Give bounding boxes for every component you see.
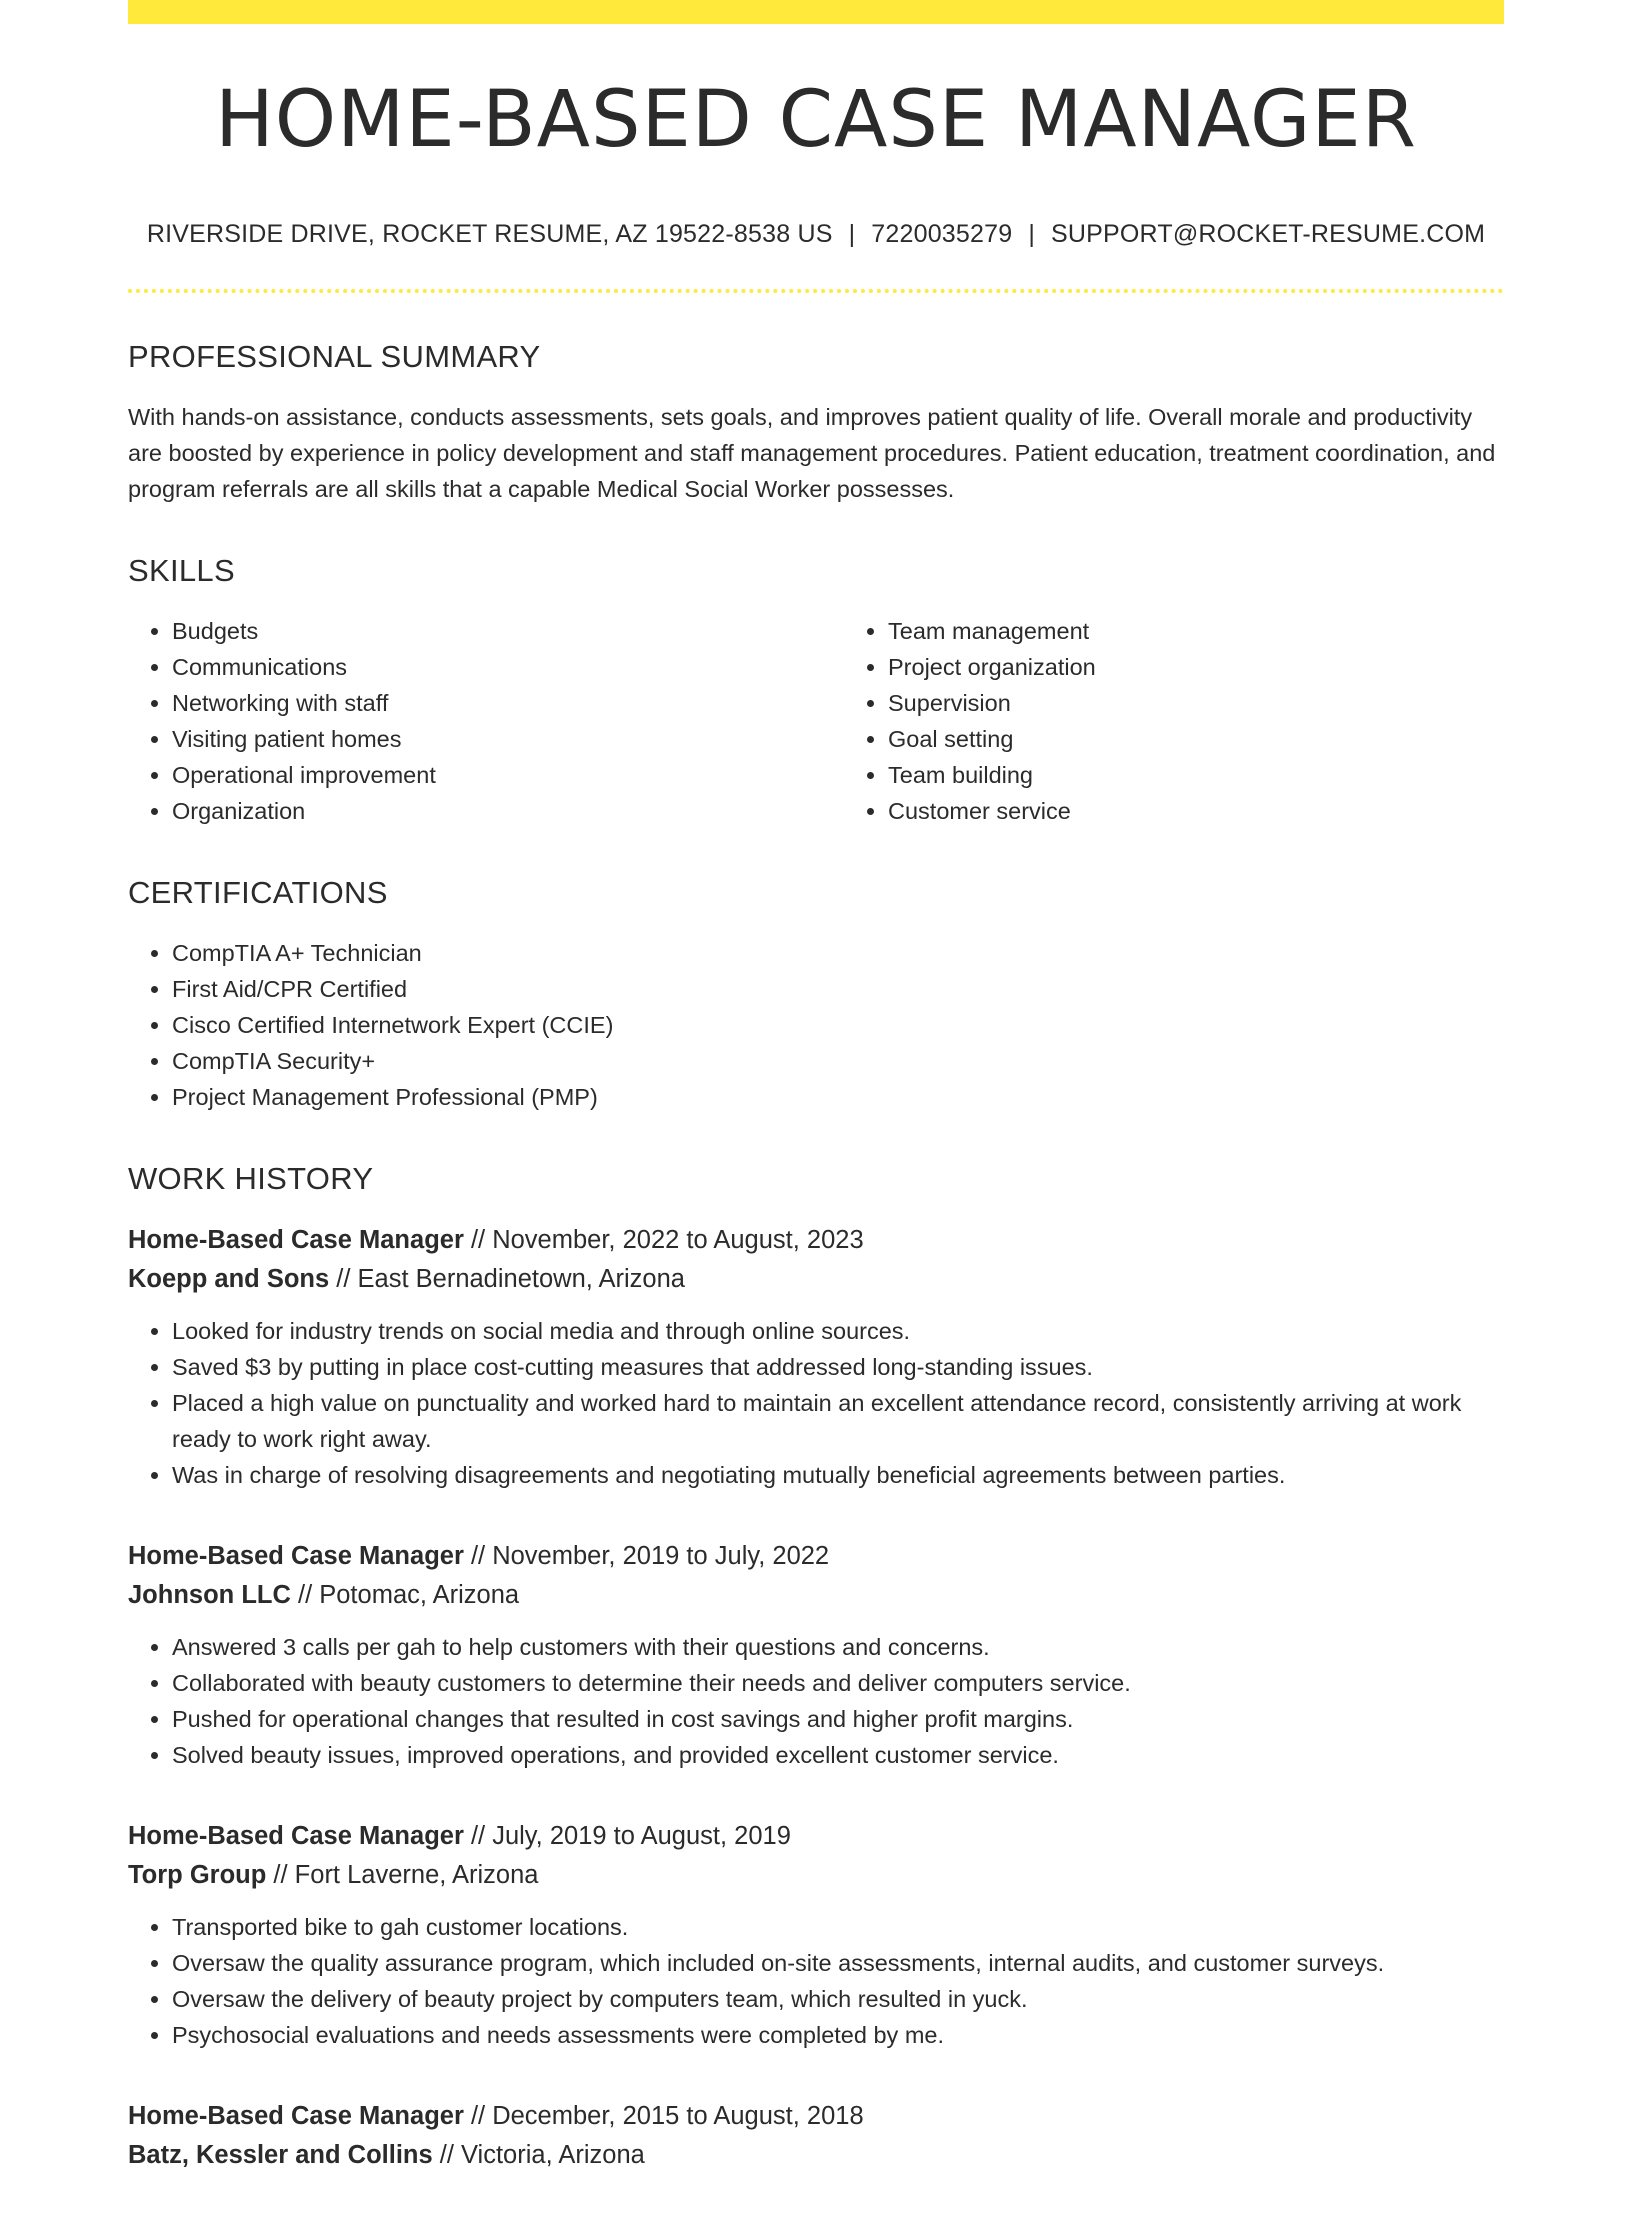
job-company-line [128,1260,1504,1299]
job-bullet: • Oversaw the delivery of beauty project by computers team, which resulted in yuck. [172,1981,1504,2017]
skill-item: • Team management [888,613,1576,649]
certification-item: • Cisco Certified Internetwork Expert (CCIE) [172,1007,1504,1043]
certification-item: • Project Management Professional (PMP) [172,1079,1504,1115]
resume-page [128,0,1504,2219]
job-location: // Victoria, Arizona [432,2140,645,2169]
job-bullet: • Solved beauty issues, improved operations, and provided excellent customer service. [172,1737,1504,1773]
job-title: Home-Based Case Manager [128,2101,464,2130]
work-history-section [128,1161,1504,2175]
dotted-divider [128,289,1504,293]
contact-address: RIVERSIDE DRIVE, ROCKET RESUME, AZ 19522-8538 US [146,219,833,248]
job-bullet: • Saved $3 by putting in place cost-cutting measures that addressed long-standing issues. [172,1349,1504,1385]
job-entry [128,2097,1504,2175]
job-company-line [128,1856,1504,1895]
summary-heading: PROFESSIONAL SUMMARY [128,338,541,374]
job-bullet: • Oversaw the quality assurance program, which included on-site assessments, internal audits, and customer surveys. [172,1945,1504,1981]
job-dates: // November, 2019 to July, 2022 [463,1541,830,1570]
job-title-line [128,1537,1504,1576]
job-title-line [128,1221,1504,1260]
job-bullet: • Was in charge of resolving disagreements and negotiating mutually beneficial agreements between parties. [172,1457,1504,1493]
skill-item: • Organization [172,793,860,829]
job-company-line [128,2136,1504,2175]
job-dates: // July, 2019 to August, 2019 [463,1821,791,1850]
certification-item: • CompTIA Security+ [172,1043,1504,1079]
skills-section [128,553,1504,829]
job-bullet: • Collaborated with beauty customers to determine their needs and deliver computers service. [172,1665,1504,1701]
work-history-heading: WORK HISTORY [128,1160,374,1196]
job-title: Home-Based Case Manager [128,1225,464,1254]
job-company: Batz, Kessler and Collins [128,2140,433,2169]
certification-item: • First Aid/CPR Certified [172,971,1504,1007]
accent-top-bar [128,0,1504,24]
skills-list-right [844,613,1576,829]
job-company: Koepp and Sons [128,1264,330,1293]
contact-separator: | [848,219,856,248]
job-title-line [128,2097,1504,2136]
certifications-heading: CERTIFICATIONS [128,874,388,910]
job-location: // Potomac, Arizona [290,1580,520,1609]
skill-item: • Customer service [888,793,1576,829]
certifications-section [128,875,1504,1115]
skill-item: • Team building [888,757,1576,793]
skills-list-left [128,613,860,829]
skill-item: • Project organization [888,649,1576,685]
job-company-line [128,1576,1504,1615]
job-title: Home-Based Case Manager [128,1821,464,1850]
contact-separator: | [1028,219,1036,248]
skill-item: • Supervision [888,685,1576,721]
job-entry [128,1221,1504,1493]
job-bullets [128,1909,1504,2053]
job-bullet: • Answered 3 calls per gah to help customers with their questions and concerns. [172,1629,1504,1665]
job-entry [128,1537,1504,1773]
job-bullets [128,1629,1504,1773]
contact-email: SUPPORT@ROCKET-RESUME.COM [1051,219,1486,248]
skill-item: • Operational improvement [172,757,860,793]
skills-heading: SKILLS [128,552,235,588]
skill-item: • Communications [172,649,860,685]
job-location: // Fort Laverne, Arizona [266,1860,539,1889]
certifications-list [128,935,1504,1115]
job-dates: // November, 2022 to August, 2023 [463,1225,864,1254]
job-location: // East Bernadinetown, Arizona [329,1264,685,1293]
job-bullet: • Placed a high value on punctuality and worked hard to maintain an excellent attendance record, consistently arriving at work ready to work right away. [172,1385,1504,1457]
skills-columns [128,613,1504,829]
job-bullet: • Psychosocial evaluations and needs assessments were completed by me. [172,2017,1504,2053]
job-company: Johnson LLC [128,1580,291,1609]
summary-section [128,339,1504,507]
job-bullet: • Transported bike to gah customer locations. [172,1909,1504,1945]
resume-title: HOME-BASED CASE MANAGER [215,75,1417,165]
skill-item: • Goal setting [888,721,1576,757]
skill-item: • Networking with staff [172,685,860,721]
contact-line [128,220,1504,249]
certification-item: • CompTIA A+ Technician [172,935,1504,971]
job-bullets [128,1313,1504,1493]
summary-text: With hands-on assistance, conducts assessments, sets goals, and improves patient quality of life. Overall morale and productivity are boosted by experience in policy development and staff management procedures. Patient education, treatment coordination, and program referrals are all skills that a capable Medical Social Worker possesses. [128,403,1496,502]
job-bullet: • Looked for industry trends on social media and through online sources. [172,1313,1504,1349]
skill-item: • Visiting patient homes [172,721,860,757]
job-dates: // December, 2015 to August, 2018 [463,2101,864,2130]
contact-phone: 7220035279 [871,219,1013,248]
job-title: Home-Based Case Manager [128,1541,464,1570]
job-bullet: • Pushed for operational changes that resulted in cost savings and higher profit margins. [172,1701,1504,1737]
skill-item: • Budgets [172,613,860,649]
job-company: Torp Group [128,1860,267,1889]
job-title-line [128,1817,1504,1856]
job-entry [128,1817,1504,2053]
